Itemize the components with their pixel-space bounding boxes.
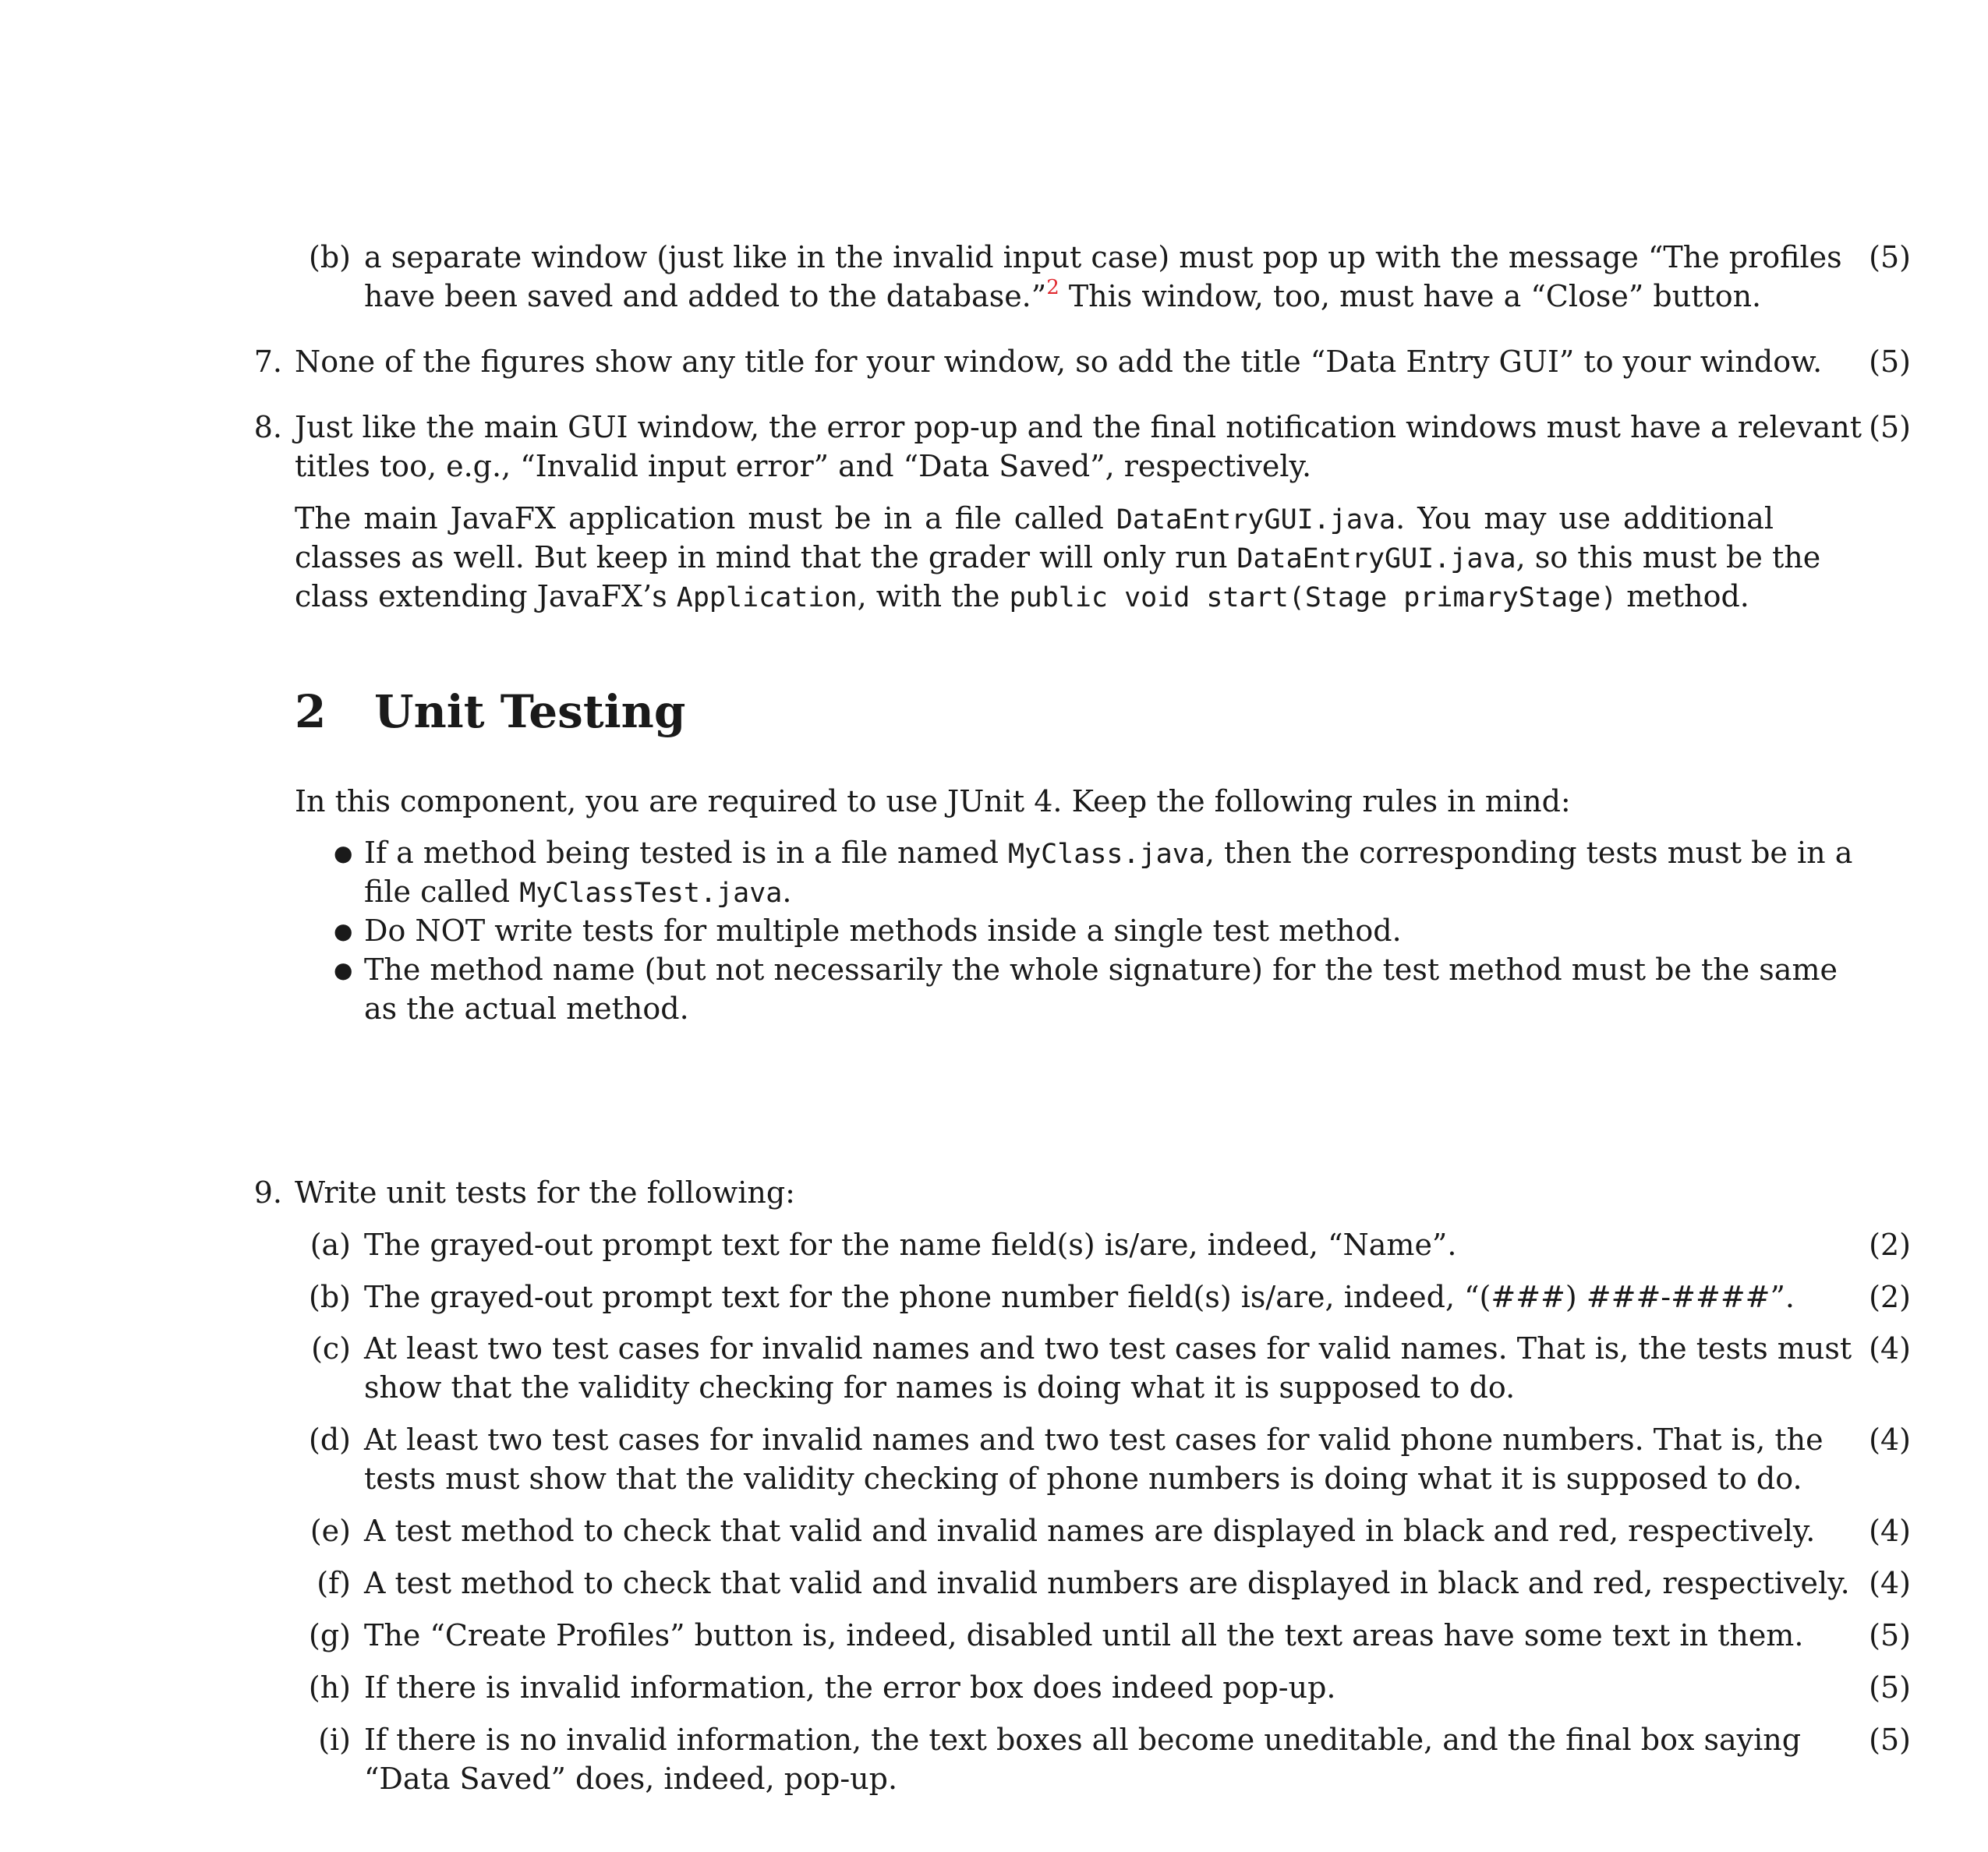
subitem-label: (f)	[317, 1566, 351, 1600]
item-text: have been saved and added to the database.”$^2$ This window, too, must have a “Close” button.	[364, 276, 1762, 313]
subitem-label: (b)	[309, 1280, 351, 1314]
bullet-icon: ●	[334, 840, 353, 866]
bullet-text: file called MyClassTest.java.	[364, 875, 792, 909]
points-value: (4)	[1869, 1423, 1911, 1457]
bullet-text: as the actual method.	[364, 991, 689, 1026]
item-text: None of the figures show any title for your window, so add the title “Data Entry GUI” to your window.	[295, 345, 1823, 379]
points-value: (4)	[1869, 1566, 1911, 1600]
paragraph-line: classes as well. But keep in mind that the grader will only run DataEntryGUI.java, so this must be the	[295, 540, 1821, 574]
item-label: (b)	[309, 240, 351, 274]
subitem-label: (g)	[309, 1618, 351, 1652]
points-value: (4)	[1869, 1514, 1911, 1548]
item-text: a separate window (just like in the invalid input case) must pop up with the message “The profiles	[364, 240, 1842, 274]
bullet-icon: ●	[334, 957, 353, 983]
subitem-label: (a)	[310, 1228, 351, 1262]
subitem-label: (d)	[309, 1423, 351, 1457]
subitem-label: (e)	[310, 1514, 351, 1548]
section-number: 2	[295, 685, 327, 738]
subitem-text: If there is no invalid information, the text boxes all become uneditable, and the final box saying	[364, 1723, 1802, 1757]
code-filename: DataEntryGUI.java	[1236, 543, 1516, 574]
bullet-icon: ●	[334, 918, 353, 944]
intro-text: In this component, you are required to use JUnit 4. Keep the following rules in mind:	[295, 784, 1571, 818]
points-value: (5)	[1869, 410, 1911, 444]
subitem-text: The “Create Profiles” button is, indeed, disabled until all the text areas have some text in them.	[364, 1618, 1804, 1652]
subitem-text: A test method to check that valid and invalid numbers are displayed in black and red, respectively.	[364, 1566, 1850, 1600]
item-label: 9.	[253, 1175, 282, 1210]
subitem-label: (h)	[308, 1670, 351, 1705]
code-class: Application	[676, 582, 858, 613]
item-label: 7.	[253, 345, 282, 379]
code-filename: MyClassTest.java	[519, 878, 783, 909]
subitem-text: At least two test cases for invalid names and two test cases for valid phone numbers. That is, the	[364, 1423, 1824, 1457]
subitem-text: “Data Saved” does, indeed, pop-up.	[364, 1762, 898, 1796]
points-value: (5)	[1869, 345, 1911, 379]
item-text: Just like the main GUI window, the error pop-up and the final notification windows must have a relevant	[295, 410, 1862, 444]
subitem-label: (c)	[311, 1331, 351, 1366]
item-label: 8.	[253, 410, 282, 444]
subitem-text: At least two test cases for invalid names and two test cases for valid names. That is, the tests must	[364, 1331, 1852, 1366]
subitem-text: tests must show that the validity checking of phone numbers is doing what it is supposed to do.	[364, 1461, 1802, 1496]
code-filename: DataEntryGUI.java	[1116, 504, 1396, 535]
bullet-text: If a method being tested is in a file named MyClass.java, then the corresponding tests must be in a	[364, 836, 1853, 870]
footnote-marker[interactable]: 2	[1046, 276, 1059, 299]
bullet-text: The method name (but not necessarily the whole signature) for the test method must be the same	[364, 953, 1838, 987]
points-value: (5)	[1869, 240, 1911, 274]
item-text: Write unit tests for the following:	[295, 1175, 795, 1210]
item-text: titles too, e.g., “Invalid input error” and “Data Saved”, respectively.	[295, 449, 1312, 483]
code-filename: MyClass.java	[1008, 839, 1205, 870]
code-method: public void start(Stage primaryStage)	[1009, 582, 1618, 613]
bullet-text: Do NOT write tests for multiple methods inside a single test method.	[364, 914, 1402, 948]
subitem-text: The grayed-out prompt text for the phone number field(s) is/are, indeed, “(###) ###-####”.	[364, 1280, 1795, 1314]
subitem-text: The grayed-out prompt text for the name field(s) is/are, indeed, “Name”.	[364, 1228, 1457, 1262]
points-value: (2)	[1869, 1280, 1911, 1314]
subitem-text: show that the validity checking for names is doing what it is supposed to do.	[364, 1370, 1516, 1405]
points-value: (5)	[1869, 1670, 1911, 1705]
paragraph-line: The main JavaFX application must be in a file called DataEntryGUI.java. You may use additional	[295, 501, 1774, 535]
subitem-text: If there is invalid information, the error box does indeed pop-up.	[364, 1670, 1336, 1705]
points-value: (5)	[1869, 1723, 1911, 1757]
paragraph-line: class extending JavaFX’s Application, with the public void start(Stage primaryStage) method.	[295, 579, 1749, 613]
subitem-label: (i)	[318, 1723, 351, 1757]
section-title: Unit Testing	[374, 685, 686, 738]
points-value: (4)	[1869, 1331, 1911, 1366]
subitem-text: A test method to check that valid and invalid names are displayed in black and red, respectively.	[364, 1514, 1816, 1548]
points-value: (5)	[1869, 1618, 1911, 1652]
points-value: (2)	[1869, 1228, 1911, 1262]
